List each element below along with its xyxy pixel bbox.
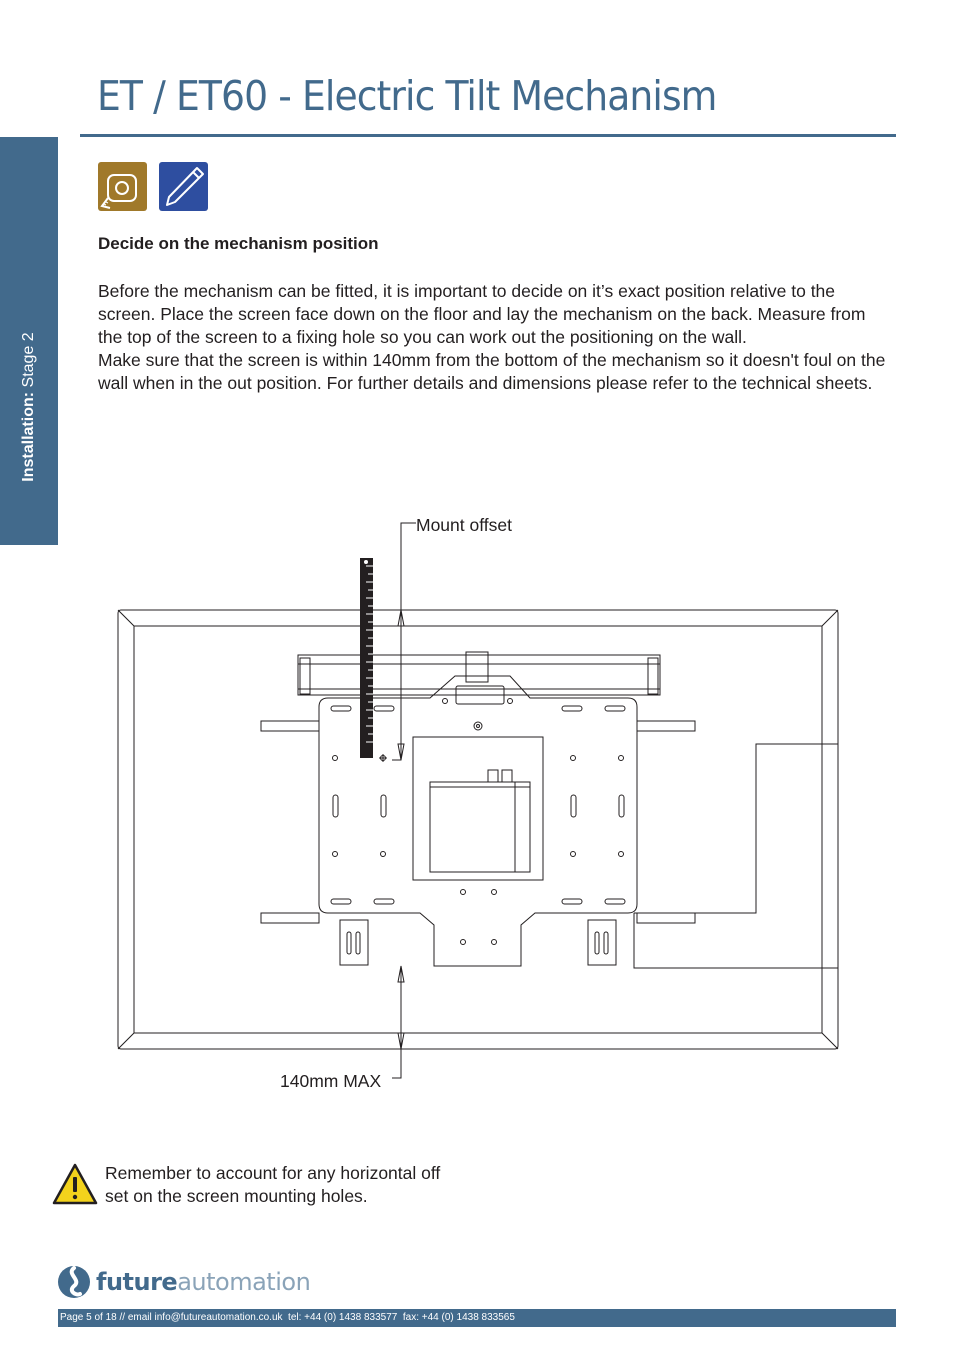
company-logo [56,1264,310,1300]
footer-bar: Page 5 of 18 // email info@futureautomation.co.uk tel: +44 (0) 1438 833577 fax: +44 (0) 1438 833565 [58,1309,896,1327]
paragraph: Before the mechanism can be fitted, it is important to decide on it’s exact position relative to the screen. Place the screen face down on the floor and lay the mechanism on the back. Measure from the top of the screen to a fixing hole so you can work out the positioning on the wall. [98,281,866,347]
pencil-icon [159,162,208,211]
logo-text-future: future [96,1268,178,1296]
warning-text: Remember to account for any horizontal off set on the screen mounting holes. [105,1163,441,1206]
logo-mark-icon [56,1264,92,1300]
max-distance-label: 140mm MAX [280,1071,382,1091]
mechanism-diagram [0,500,954,1100]
title-divider [80,134,896,137]
body-text [98,280,888,395]
side-tab-label-bold: Installation: [20,391,37,482]
side-tab-label-stage: Stage 2 [20,332,37,392]
section-heading: Decide on the mechanism position [98,234,379,253]
tape-measure-icon [98,162,147,211]
mount-offset-label: Mount offset [416,515,512,535]
side-tab-label [20,332,38,481]
paragraph: Make sure that the screen is within 140mm from the bottom of the mechanism so it doesn't foul on the wall when in the out position. For further details and dimensions please refer to the technical sheets. [98,350,886,393]
warning-icon [52,1163,98,1205]
page-title: ET / ET60 - Electric Tilt Mechanism [97,72,717,120]
side-tab [0,137,58,545]
logo-text-automation: automation [177,1268,311,1296]
